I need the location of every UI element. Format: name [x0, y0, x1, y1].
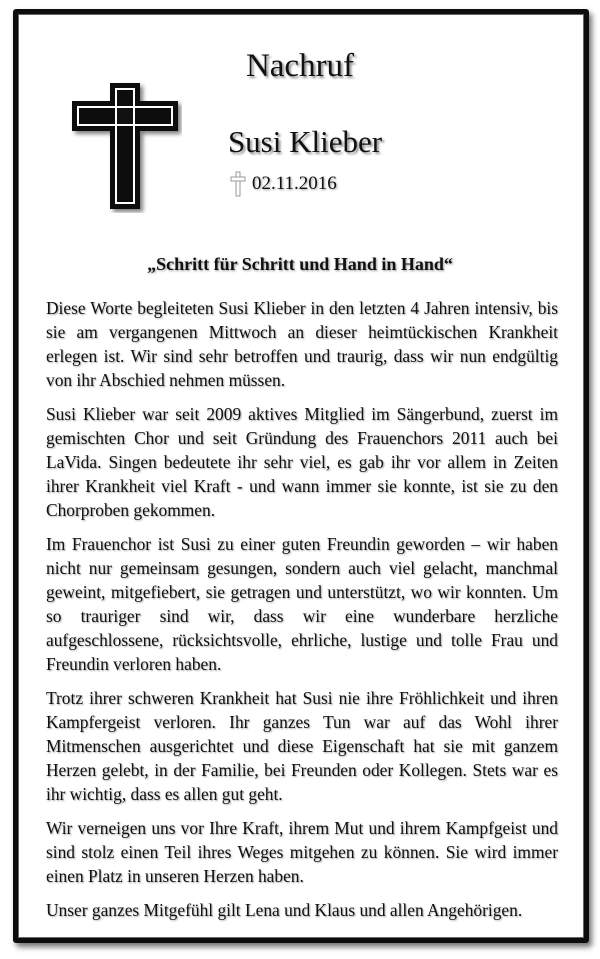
paragraph: Im Frauenchor ist Susi zu einer guten Freundin geworden – wir haben nicht nur gemeinsam gesungen, sondern auch viel gelacht, manchmal geweint, mitgefiebert, sie getragen und unterstützt, wo wir konnten. Um so trauriger sind wir, dass wir eine wunderbare herzliche aufgeschlossene, rücksichtsvolle, ehrliche, lustige und tolle Frau und Freundin verloren haben.: [46, 534, 558, 674]
death-date-row: [230, 170, 337, 198]
heading: Nachruf: [245, 48, 355, 84]
death-date: 02.11.2016: [252, 173, 337, 194]
paragraph: Diese Worte begleiteten Susi Klieber in den letzten 4 Jahren intensiv, bis sie am vergangenen Mittwoch an dieser heimtückischen Krankheit erlegen ist. Wir sind sehr betroffen und traurig, dass wir nun endgültig von ihr Abschied nehmen müssen.: [46, 298, 558, 390]
paragraph: Trotz ihrer schweren Krankheit hat Susi nie ihre Fröhlichkeit und ihren Kampfergeist verloren. Ihr ganzes Tun war auf das Wohl ihrer Mitmenschen ausgerichtet und diese Eigenschaft hat sie mit ganzem Herzen gelebt, in der Familie, bei Freunden oder Kollegen. Stets war es ihr wichtig, dass es allen gut geht.: [46, 688, 558, 804]
obituary-text: [46, 296, 558, 932]
cross-icon: [70, 81, 182, 213]
motto: „Schritt für Schritt und Hand in Hand“: [147, 254, 453, 274]
small-cross-icon: [230, 171, 246, 197]
paragraph: Susi Klieber war seit 2009 aktives Mitglied im Sängerbund, zuerst im gemischten Chor und seit Gründung des Frauenchors 2011 auch bei LaVida. Singen bedeutete ihr sehr viel, es gab ihr vor allem in Zeiten ihrer Krankheit viel Kraft - und wann immer sie konnte, ist sie zu den Chorproben gekommen.: [46, 404, 558, 520]
deceased-name: Susi Klieber: [227, 124, 383, 159]
paragraph: Wir verneigen uns vor Ihre Kraft, ihrem Mut und ihrem Kampfgeist und sind stolz einen Teil ihres Weges mitgehen zu können. Sie wird immer einen Platz in unseren Herzen haben.: [46, 818, 558, 886]
paragraph: Unser ganzes Mitgefühl gilt Lena und Klaus und allen Angehörigen.: [46, 900, 523, 920]
